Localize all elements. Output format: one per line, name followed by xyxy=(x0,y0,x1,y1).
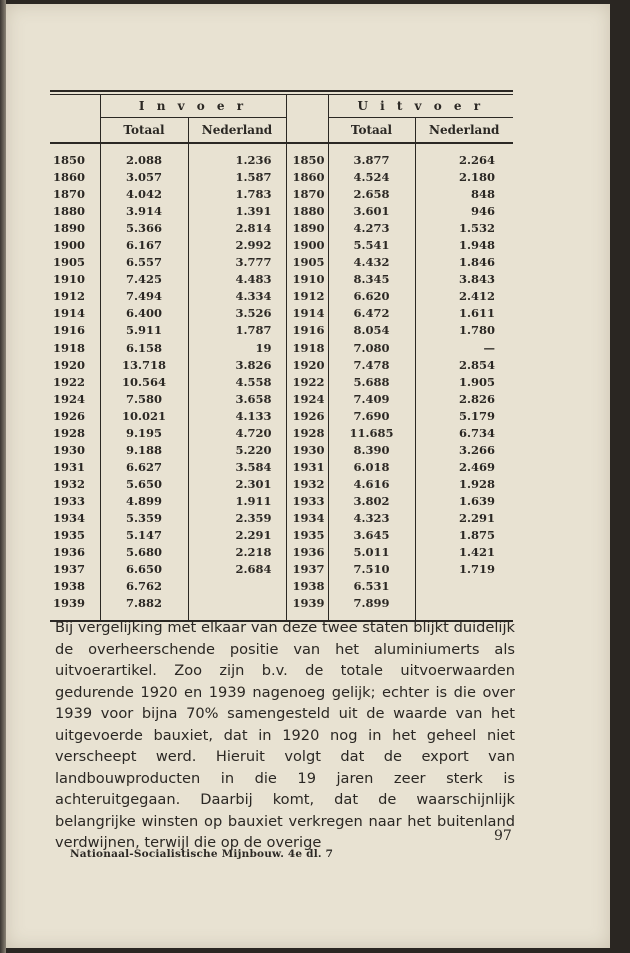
cell-uitvoer-year: 1905 xyxy=(286,254,328,271)
cell-uitvoer-nederland: 2.412 xyxy=(415,288,513,305)
cell-uitvoer-year: 1914 xyxy=(286,305,328,322)
cell-invoer-nederland: 2.301 xyxy=(188,476,286,493)
cell-invoer-nederland: 2.218 xyxy=(188,544,286,561)
cell-uitvoer-nederland: 2.854 xyxy=(415,357,513,374)
cell-invoer-totaal: 6.627 xyxy=(100,459,188,476)
header-uitvoer-nederland: Nederland xyxy=(415,118,513,144)
table-row xyxy=(50,169,513,186)
cell-invoer-nederland xyxy=(188,578,286,595)
table-row xyxy=(50,527,513,544)
table-row xyxy=(50,186,513,203)
cell-uitvoer-totaal: 4.323 xyxy=(328,510,415,527)
cell-invoer-year: 1914 xyxy=(53,306,86,321)
table-row xyxy=(50,203,513,220)
cell-uitvoer-totaal: 5.688 xyxy=(328,374,415,391)
cell-invoer-nederland: 1.236 xyxy=(188,143,286,169)
table-row xyxy=(50,544,513,561)
cell-uitvoer-year: 1916 xyxy=(286,322,328,339)
cell-uitvoer-totaal: 7.478 xyxy=(328,357,415,374)
cell-uitvoer-nederland: 1.846 xyxy=(415,254,513,271)
page-number: 97 xyxy=(494,828,512,844)
cell-uitvoer-nederland: 1.421 xyxy=(415,544,513,561)
cell-uitvoer-totaal: 6.620 xyxy=(328,288,415,305)
cell-uitvoer-totaal: 8.054 xyxy=(328,322,415,339)
cell-invoer-year: 1930 xyxy=(53,442,86,457)
cell-uitvoer-totaal: 4.432 xyxy=(328,254,415,271)
footer-signature: Nationaal-Socialistische Mijnbouw. 4e dl. 7 xyxy=(70,848,334,860)
cell-invoer-nederland: 4.334 xyxy=(188,288,286,305)
cell-invoer-totaal: 9.188 xyxy=(100,442,188,459)
cell-invoer-nederland: 4.558 xyxy=(188,374,286,391)
cell-invoer-totaal: 7.580 xyxy=(100,391,188,408)
cell-uitvoer-year: 1928 xyxy=(286,425,328,442)
table-body xyxy=(50,143,513,620)
cell-uitvoer-year: 1918 xyxy=(286,340,328,357)
cell-uitvoer-totaal: 6.018 xyxy=(328,459,415,476)
cell-invoer-nederland: 1.391 xyxy=(188,203,286,220)
cell-uitvoer-nederland: 1.719 xyxy=(415,561,513,578)
header-uitvoer-totaal: Totaal xyxy=(328,118,415,144)
cell-invoer-year: 1926 xyxy=(53,408,86,423)
cell-uitvoer-nederland: — xyxy=(415,340,513,357)
cell-uitvoer-nederland xyxy=(415,578,513,595)
cell-invoer-nederland: 3.826 xyxy=(188,357,286,374)
cell-invoer-nederland: 2.992 xyxy=(188,237,286,254)
cell-invoer-year: 1918 xyxy=(53,340,86,355)
cell-uitvoer-year: 1880 xyxy=(286,203,328,220)
body-paragraph: Bij vergelijking met elkaar van deze twee staten blijkt duidelijk de overheerschende positie van het aluminiumerts als uitvoerartikel. Zoo zijn b.v. de totale uitvoerwaarden gedurende 1920 en 1939 nagenoeg gelijk; echter is die over 1939 voor bijna 70% samengesteld uit de waarde van het uitgevoerde bauxiet, dat in 1920 nog in het geheel niet verscheept werd. Hieruit volgt dat de export van landbouwproducten in die 19 jaren zeer sterk is achteruitgegaan. Daarbij komt, dat de waarschijnlijk belangrijke winsten op bauxiet verkregen naar het buitenland verdwijnen, terwijl die op de overige xyxy=(55,619,515,851)
cell-invoer-year: 1931 xyxy=(53,459,86,474)
cell-uitvoer-totaal: 11.685 xyxy=(328,425,415,442)
cell-uitvoer-totaal: 5.011 xyxy=(328,544,415,561)
cell-uitvoer-year: 1924 xyxy=(286,391,328,408)
cell-invoer-nederland: 1.587 xyxy=(188,169,286,186)
cell-uitvoer-year: 1890 xyxy=(286,220,328,237)
cell-uitvoer-totaal: 3.645 xyxy=(328,527,415,544)
cell-invoer-year: 1880 xyxy=(53,204,86,219)
cell-invoer-totaal: 5.359 xyxy=(100,510,188,527)
table-row xyxy=(50,220,513,237)
trade-table xyxy=(50,88,513,622)
cell-uitvoer-totaal: 5.541 xyxy=(328,237,415,254)
table-row xyxy=(50,374,513,391)
cell-invoer-year: 1939 xyxy=(53,596,86,611)
cell-uitvoer-nederland: 848 xyxy=(415,186,513,203)
cell-uitvoer-year: 1932 xyxy=(286,476,328,493)
cell-invoer-totaal: 6.650 xyxy=(100,561,188,578)
cell-invoer-totaal: 4.042 xyxy=(100,186,188,203)
cell-invoer-year: 1900 xyxy=(53,238,86,253)
cell-invoer-nederland: 4.133 xyxy=(188,408,286,425)
cell-uitvoer-totaal: 6.531 xyxy=(328,578,415,595)
cell-uitvoer-totaal: 7.080 xyxy=(328,340,415,357)
cell-invoer-totaal: 6.557 xyxy=(100,254,188,271)
cell-uitvoer-year: 1900 xyxy=(286,237,328,254)
table-row xyxy=(50,143,513,169)
cell-uitvoer-nederland: 1.532 xyxy=(415,220,513,237)
cell-invoer-year: 1935 xyxy=(53,528,86,543)
cell-uitvoer-year: 1860 xyxy=(286,169,328,186)
cell-uitvoer-nederland: 1.639 xyxy=(415,493,513,510)
cell-invoer-year: 1924 xyxy=(53,391,86,406)
cell-invoer-totaal: 7.425 xyxy=(100,271,188,288)
cell-invoer-year: 1928 xyxy=(53,425,86,440)
cell-invoer-year: 1920 xyxy=(53,357,86,372)
table-row xyxy=(50,476,513,493)
cell-invoer-nederland: 3.658 xyxy=(188,391,286,408)
cell-uitvoer-nederland: 3.843 xyxy=(415,271,513,288)
cell-uitvoer-year: 1933 xyxy=(286,493,328,510)
cell-invoer-totaal: 10.564 xyxy=(100,374,188,391)
cell-uitvoer-year: 1926 xyxy=(286,408,328,425)
cell-invoer-nederland: 19 xyxy=(188,340,286,357)
cell-uitvoer-totaal: 7.409 xyxy=(328,391,415,408)
cell-invoer-nederland: 5.220 xyxy=(188,442,286,459)
cell-uitvoer-year: 1850 xyxy=(286,143,328,169)
table-row xyxy=(50,391,513,408)
table-row xyxy=(50,442,513,459)
table-row xyxy=(50,254,513,271)
table-row xyxy=(50,459,513,476)
table-row xyxy=(50,425,513,442)
cell-invoer-totaal: 3.057 xyxy=(100,169,188,186)
cell-uitvoer-year: 1936 xyxy=(286,544,328,561)
cell-invoer-year: 1850 xyxy=(53,153,86,168)
cell-invoer-year: 1937 xyxy=(53,562,86,577)
cell-uitvoer-totaal: 7.899 xyxy=(328,595,415,620)
table-row xyxy=(50,561,513,578)
cell-uitvoer-year: 1931 xyxy=(286,459,328,476)
table-row xyxy=(50,271,513,288)
cell-invoer-year: 1860 xyxy=(53,170,86,185)
cell-uitvoer-nederland: 2.826 xyxy=(415,391,513,408)
cell-uitvoer-nederland: 1.928 xyxy=(415,476,513,493)
cell-uitvoer-year: 1934 xyxy=(286,510,328,527)
cell-uitvoer-nederland: 1.905 xyxy=(415,374,513,391)
cell-invoer-year: 1890 xyxy=(53,221,86,236)
cell-uitvoer-totaal: 7.510 xyxy=(328,561,415,578)
cell-uitvoer-nederland: 1.948 xyxy=(415,237,513,254)
cell-invoer-nederland: 1.911 xyxy=(188,493,286,510)
cell-invoer-nederland: 1.787 xyxy=(188,322,286,339)
cell-uitvoer-nederland: 2.180 xyxy=(415,169,513,186)
cell-invoer-nederland: 3.584 xyxy=(188,459,286,476)
cell-invoer-totaal: 7.494 xyxy=(100,288,188,305)
cell-invoer-year: 1905 xyxy=(53,255,86,270)
header-invoer-totaal: Totaal xyxy=(100,118,188,144)
cell-invoer-nederland: 2.291 xyxy=(188,527,286,544)
table-row xyxy=(50,408,513,425)
cell-invoer-totaal: 13.718 xyxy=(100,357,188,374)
cell-uitvoer-nederland: 2.291 xyxy=(415,510,513,527)
cell-uitvoer-totaal: 4.273 xyxy=(328,220,415,237)
cell-invoer-nederland: 2.359 xyxy=(188,510,286,527)
cell-uitvoer-year: 1930 xyxy=(286,442,328,459)
cell-invoer-year: 1912 xyxy=(53,289,86,304)
table-row xyxy=(50,288,513,305)
cell-uitvoer-totaal: 8.345 xyxy=(328,271,415,288)
header-invoer: I n v o e r xyxy=(100,95,286,118)
table-row xyxy=(50,357,513,374)
cell-invoer-totaal: 5.147 xyxy=(100,527,188,544)
cell-uitvoer-nederland: 1.611 xyxy=(415,305,513,322)
cell-uitvoer-nederland: 1.875 xyxy=(415,527,513,544)
cell-invoer-totaal: 5.680 xyxy=(100,544,188,561)
cell-invoer-totaal: 6.762 xyxy=(100,578,188,595)
cell-invoer-nederland: 2.684 xyxy=(188,561,286,578)
cell-uitvoer-nederland: 1.780 xyxy=(415,322,513,339)
cell-uitvoer-year: 1922 xyxy=(286,374,328,391)
cell-invoer-totaal: 6.158 xyxy=(100,340,188,357)
cell-invoer-year: 1938 xyxy=(53,579,86,594)
cell-invoer-totaal: 5.911 xyxy=(100,322,188,339)
cell-invoer-year: 1932 xyxy=(53,476,86,491)
table-row xyxy=(50,578,513,595)
cell-uitvoer-totaal: 4.524 xyxy=(328,169,415,186)
cell-uitvoer-year: 1870 xyxy=(286,186,328,203)
cell-invoer-year: 1934 xyxy=(53,511,86,525)
cell-invoer-year: 1870 xyxy=(53,187,86,202)
header-uitvoer: U i t v o e r xyxy=(328,95,513,118)
cell-invoer-year: 1933 xyxy=(53,493,86,508)
cell-uitvoer-year: 1910 xyxy=(286,271,328,288)
cell-invoer-totaal: 2.088 xyxy=(100,143,188,169)
cell-uitvoer-nederland: 2.264 xyxy=(415,143,513,169)
cell-uitvoer-year: 1912 xyxy=(286,288,328,305)
table-row xyxy=(50,237,513,254)
cell-uitvoer-nederland: 2.469 xyxy=(415,459,513,476)
cell-invoer-totaal: 5.366 xyxy=(100,220,188,237)
cell-uitvoer-totaal: 6.472 xyxy=(328,305,415,322)
cell-invoer-nederland: 4.720 xyxy=(188,425,286,442)
cell-uitvoer-year: 1920 xyxy=(286,357,328,374)
cell-invoer-totaal: 6.400 xyxy=(100,305,188,322)
cell-invoer-nederland: 3.777 xyxy=(188,254,286,271)
cell-uitvoer-year: 1938 xyxy=(286,578,328,595)
cell-invoer-year: 1916 xyxy=(53,323,86,338)
cell-invoer-nederland: 1.783 xyxy=(188,186,286,203)
cell-invoer-year: 1922 xyxy=(53,374,86,389)
cell-uitvoer-totaal: 4.616 xyxy=(328,476,415,493)
cell-invoer-totaal: 10.021 xyxy=(100,408,188,425)
cell-uitvoer-nederland: 3.266 xyxy=(415,442,513,459)
cell-invoer-nederland: 3.526 xyxy=(188,305,286,322)
cell-uitvoer-totaal: 2.658 xyxy=(328,186,415,203)
table-row xyxy=(50,322,513,339)
cell-uitvoer-year: 1935 xyxy=(286,527,328,544)
cell-invoer-totaal: 7.882 xyxy=(100,595,188,620)
cell-invoer-year: 1936 xyxy=(53,545,86,560)
cell-uitvoer-totaal: 3.802 xyxy=(328,493,415,510)
cell-uitvoer-nederland: 6.734 xyxy=(415,425,513,442)
cell-uitvoer-totaal: 3.877 xyxy=(328,143,415,169)
cell-invoer-totaal: 3.914 xyxy=(100,203,188,220)
table-row xyxy=(50,493,513,510)
cell-uitvoer-totaal: 3.601 xyxy=(328,203,415,220)
cell-invoer-totaal: 5.650 xyxy=(100,476,188,493)
table-row xyxy=(50,340,513,357)
cell-uitvoer-totaal: 7.690 xyxy=(328,408,415,425)
header-invoer-nederland: Nederland xyxy=(188,118,286,144)
table-row xyxy=(50,510,513,527)
cell-invoer-totaal: 6.167 xyxy=(100,237,188,254)
table-row xyxy=(50,305,513,322)
import-export-table xyxy=(50,95,513,620)
cell-uitvoer-year: 1939 xyxy=(286,595,328,620)
cell-invoer-nederland: 4.483 xyxy=(188,271,286,288)
cell-invoer-year: 1910 xyxy=(53,272,86,287)
table-top-rule xyxy=(50,90,513,92)
cell-uitvoer-nederland: 946 xyxy=(415,203,513,220)
cell-uitvoer-nederland: 5.179 xyxy=(415,408,513,425)
cell-invoer-totaal: 9.195 xyxy=(100,425,188,442)
cell-invoer-totaal: 4.899 xyxy=(100,493,188,510)
cell-uitvoer-year: 1937 xyxy=(286,561,328,578)
cell-invoer-nederland: 2.814 xyxy=(188,220,286,237)
cell-uitvoer-totaal: 8.390 xyxy=(328,442,415,459)
